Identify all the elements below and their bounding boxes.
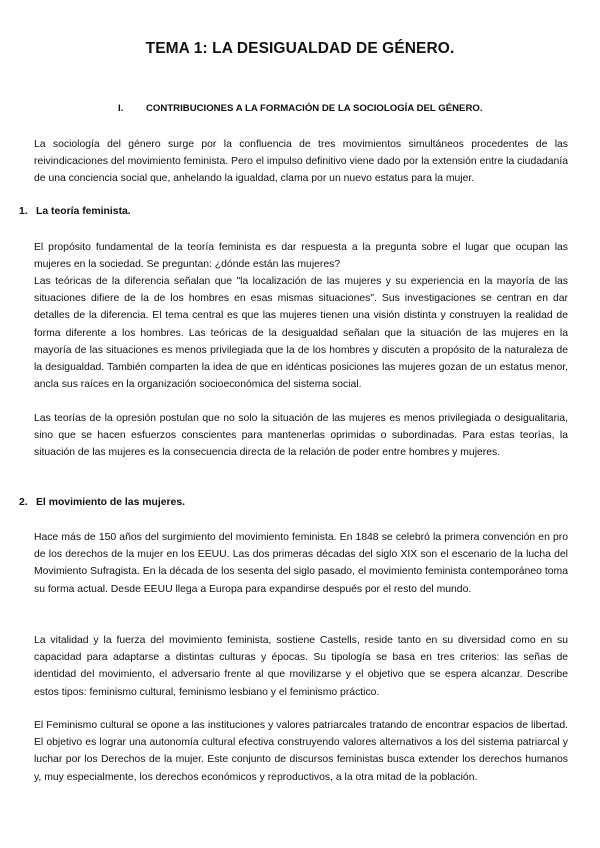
section-1-number: 1. — [19, 206, 28, 217]
section-1-title: La teoría feminista. — [36, 206, 131, 217]
section-2-paragraph-1: Hace más de 150 años del surgimiento del movimiento feminista. En 1848 se celebró la primera convención en pro de los derechos de la mujer en los EEUU. Las dos primeras décadas del siglo XIX son el escenario de la lucha del Movimiento Sufragista. En la década de los sesenta del siglo pasado, el movimiento feminista contemporáneo toma su forma actual. Desde EEUU llega a Europa para expandirse después por el resto del mundo. — [34, 532, 568, 595]
subheading-text: CONTRIBUCIONES A LA FORMACIÓN DE LA SOCIOLOGÍA DEL GÉNERO. — [146, 103, 483, 114]
section-1-paragraph-2: Las teóricas de la diferencia señalan que "la localización de las mujeres y su experiencia en la mayoría de las situaciones difiere de la de los hombres en esas mismas situaciones". Sus investigaciones se centran en dar detalles de la diferencia. El tema central es que las mujeres tienen una visión distinta y construyen la realidad de forma diferente a los hombres. Las teóricas de la desigualdad señalan que la situación de las mujeres en la mayoría de las situaciones es menos privilegiada que la de los hombres y discuten a propósito de la naturaleza de la desigualdad. También comparten la idea de que en idénticas posiciones las mujeres gozan de un estatus menor, ancla sus raíces en la organización socioeconómica del sistema social. — [34, 276, 568, 391]
section-1-paragraph-1: El propósito fundamental de la teoría feminista es dar respuesta a la pregunta sobre el lugar que ocupan las mujeres en la sociedad. Se preguntan: ¿dónde están las mujeres? — [34, 242, 568, 271]
section-1-heading — [19, 206, 131, 217]
chapter-subheading — [118, 103, 483, 114]
subheading-number: I. — [118, 103, 124, 114]
document-title: TEMA 1: LA DESIGUALDAD DE GÉNERO. — [145, 40, 455, 57]
section-2-heading — [19, 497, 185, 508]
section-2-paragraph-2: La vitalidad y la fuerza del movimiento feminista, sostiene Castells, reside tanto en su diversidad como en su capacidad para adaptarse a distintas culturas y épocas. Su tipología se basa en tres criterios: las señas de identidad del movimiento, el adversario frente al que movilizarse y el objetivo que se espera alcanzar. Describe estos tipos: feminismo cultural, feminismo lesbiano y el feminismo práctico. — [34, 635, 568, 698]
section-2-number: 2. — [19, 497, 28, 508]
section-2-title: El movimiento de las mujeres. — [36, 497, 185, 508]
section-2-paragraph-3: El Feminismo cultural se opone a las instituciones y valores patriarcales tratando de encontrar espacios de libertad. El objetivo es lograr una autonomía cultural efectiva construyendo valores alternativos a los del sistema patriarcal y luchar por los Derechos de la mujer. Este conjunto de discursos feministas busca extender los derechos humanos y, muy especialmente, los derechos económicos y reproductivos, a la otra mitad de la población. — [34, 720, 568, 783]
section-1-paragraph-3: Las teorías de la opresión postulan que no solo la situación de las mujeres es menos privilegiada o desigualitaria, sino que se hacen esfuerzos conscientes para mantenerlas oprimidas o subordinadas. Para estas teorías, la situación de las mujeres es la consecuencia directa de la relación de poder entre hombres y mujeres. — [34, 413, 568, 459]
intro-paragraph: La sociología del género surge por la confluencia de tres movimientos simultáneos procedentes de las reivindicaciones del movimiento feminista. Pero el impulso definitivo viene dado por la extensión entre la ciudadanía de una conciencia social que, anhelando la igualdad, clama por un nuevo estatus para la mujer. — [34, 139, 568, 185]
